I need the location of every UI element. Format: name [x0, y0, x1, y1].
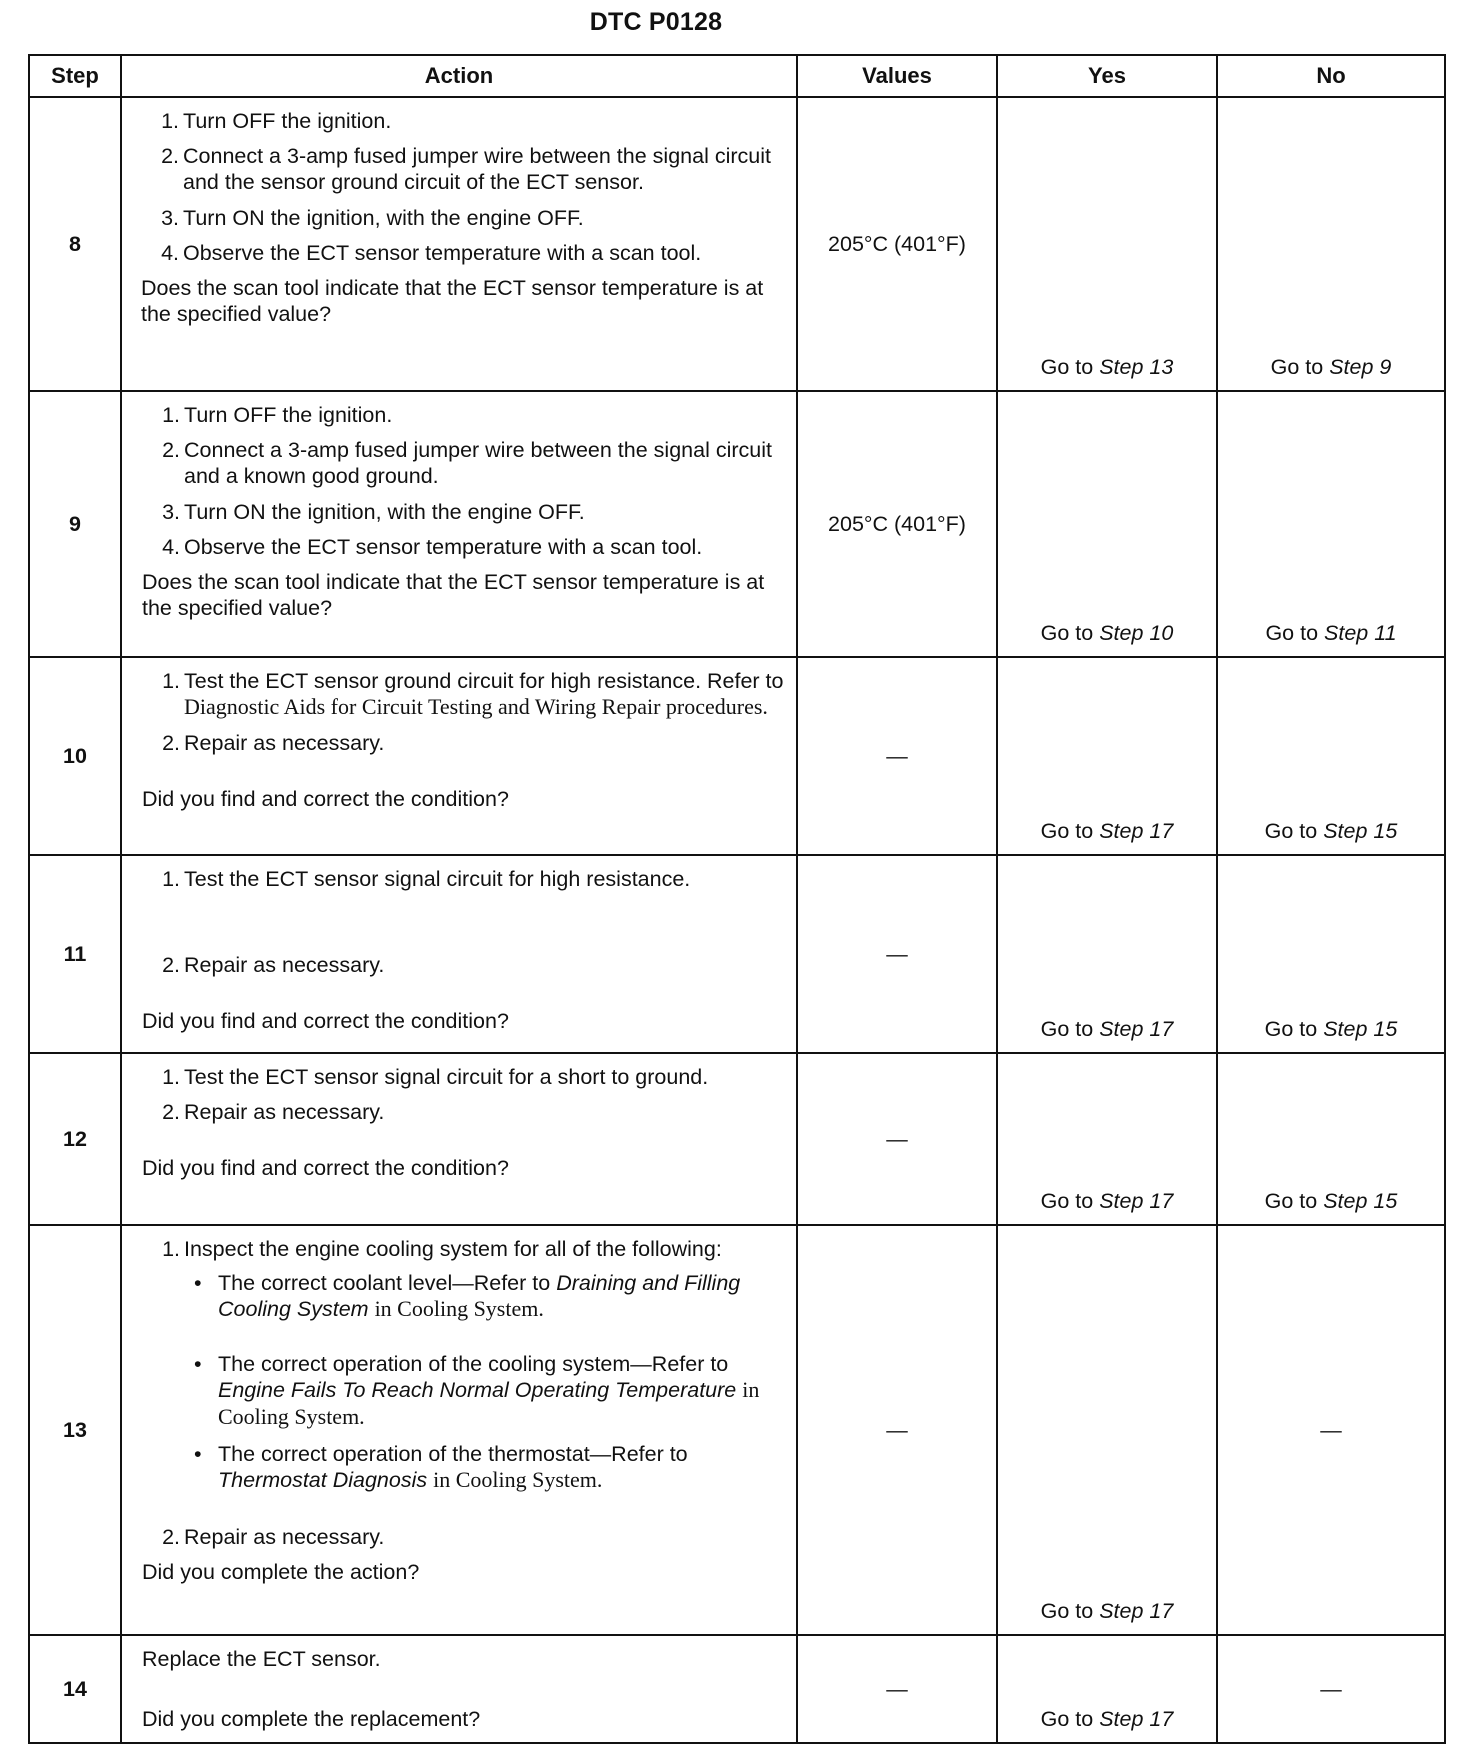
reference-link: Draining and Filling Cooling System	[218, 1271, 741, 1322]
question-text: Does the scan tool indicate that the ECT sensor temperature is at the specified value?	[142, 570, 765, 621]
list-item: 3. Turn ON the ignition, with the engine OFF.	[162, 499, 585, 524]
yes-cell: Go to Step 17	[997, 1635, 1217, 1743]
reference-link: Thermostat Diagnosis	[218, 1468, 428, 1493]
action-cell	[121, 391, 797, 657]
list-item: 1. Turn OFF the ignition.	[161, 109, 392, 133]
action-cell	[121, 855, 797, 1053]
action-cell	[121, 1225, 797, 1635]
table-row	[29, 657, 1445, 855]
yes-step-link: Step 17	[1099, 1016, 1174, 1041]
no-cell: Go to Step 15	[1217, 657, 1445, 855]
list-item: 2. Repair as necessary.	[162, 731, 385, 756]
list-item: 1. Test the ECT sensor signal circuit for high resistance.	[162, 867, 691, 891]
question-text: Did you find and correct the condition?	[142, 1009, 509, 1034]
step-number: 14	[29, 1635, 121, 1743]
question-text: Did you complete the replacement?	[142, 1707, 481, 1732]
list-item: 2. Repair as necessary.	[162, 1100, 385, 1125]
yes-cell: Go to Step 13	[997, 97, 1217, 391]
step-number: 9	[29, 391, 121, 657]
reference-text: Diagnostic Aids for Circuit Testing and Wiring Repair procedures.	[184, 694, 768, 720]
no-cell: —	[1217, 1225, 1445, 1635]
yes-step-link: Step 10	[1099, 620, 1174, 645]
yes-step-link: Step 17	[1099, 818, 1174, 843]
action-cell	[121, 97, 797, 391]
value-cell: —	[797, 1225, 997, 1635]
list-item: 1. Inspect the engine cooling system for all of the following: • The correct coolant level—Refer to Draining and Filling Cooling System in Cooling System. • The correct operation of the cooling system—Refer to Engine Fails To Reach Normal Operating Temperature in Cooling System. • The correct operation of the thermostat—Refer to Thermostat Diagnosis in Cooling System.	[150, 1236, 788, 1494]
list-item: 2. Connect a 3-amp fused jumper wire between the signal circuit and a known good ground.	[162, 438, 772, 489]
list-item: 3. Turn ON the ignition, with the engine OFF.	[161, 205, 584, 230]
list-item: 1. Test the ECT sensor ground circuit for high resistance. Refer to Diagnostic Aids for Circuit Testing and Wiring Repair procedures.	[162, 669, 784, 720]
no-cell: Go to Step 11	[1217, 391, 1445, 657]
no-step-link: Step 15	[1323, 1016, 1398, 1041]
value-cell: —	[797, 657, 997, 855]
question-text: Did you find and correct the condition?	[142, 787, 509, 812]
yes-step-link: Step 13	[1099, 354, 1174, 379]
yes-cell: Go to Step 10	[997, 391, 1217, 657]
step-number: 10	[29, 657, 121, 855]
table-row	[29, 391, 1445, 657]
no-cell: Go to Step 9	[1217, 97, 1445, 391]
step-number: 13	[29, 1225, 121, 1635]
list-item: • The correct coolant level—Refer to Draining and Filling Cooling System in Cooling System.	[194, 1271, 741, 1322]
header-step: Step	[29, 55, 121, 97]
action-cell	[121, 657, 797, 855]
table-row	[29, 97, 1445, 391]
question-text: Did you complete the action?	[142, 1560, 420, 1585]
value-cell: 205°C (401°F)	[797, 97, 997, 391]
table-row	[29, 855, 1445, 1053]
table-row	[29, 1635, 1445, 1743]
list-item: 1. Turn OFF the ignition.	[162, 403, 393, 427]
bullet-list	[184, 1270, 788, 1494]
value-cell: —	[797, 855, 997, 1053]
yes-step-link: Step 17	[1099, 1188, 1174, 1213]
no-step-link: Step 11	[1324, 620, 1397, 645]
question-text: Does the scan tool indicate that the ECT sensor temperature is at the specified value?	[141, 276, 764, 327]
no-step-link: Step 15	[1323, 1188, 1398, 1213]
yes-step-link: Step 17	[1099, 1706, 1174, 1731]
no-step-link: Step 15	[1323, 818, 1398, 843]
table-row	[29, 1225, 1445, 1635]
no-step-link: Step 9	[1329, 354, 1392, 379]
list-item: 4. Observe the ECT sensor temperature with a scan tool.	[161, 240, 702, 265]
diagnostic-table	[28, 54, 1446, 1744]
list-item: 4. Observe the ECT sensor temperature with a scan tool.	[162, 534, 703, 559]
table-row	[29, 1053, 1445, 1225]
page-title: DTC P0128	[589, 8, 723, 36]
list-item: 2. Repair as necessary.	[162, 1525, 385, 1550]
yes-cell: Go to Step 17	[997, 1225, 1217, 1635]
header-values: Values	[797, 55, 997, 97]
question-text: Did you find and correct the condition?	[142, 1156, 509, 1181]
table-header-row	[29, 55, 1445, 97]
value-cell: —	[797, 1053, 997, 1225]
header-action: Action	[121, 55, 797, 97]
no-cell: Go to Step 15	[1217, 855, 1445, 1053]
step-number: 8	[29, 97, 121, 391]
no-cell: —	[1217, 1635, 1445, 1743]
yes-step-link: Step 17	[1099, 1598, 1174, 1623]
action-cell	[121, 1053, 797, 1225]
step-number: 11	[29, 855, 121, 1053]
list-item: • The correct operation of the cooling system—Refer to Engine Fails To Reach Normal Operating Temperature in Cooling System.	[194, 1352, 760, 1430]
yes-cell: Go to Step 17	[997, 855, 1217, 1053]
list-item: • The correct operation of the thermostat—Refer to Thermostat Diagnosis in Cooling System.	[194, 1442, 688, 1493]
value-cell: —	[797, 1635, 997, 1743]
header-no: No	[1217, 55, 1445, 97]
action-cell	[121, 1635, 797, 1743]
no-cell: Go to Step 15	[1217, 1053, 1445, 1225]
yes-cell: Go to Step 17	[997, 657, 1217, 855]
yes-cell: Go to Step 17	[997, 1053, 1217, 1225]
header-yes: Yes	[997, 55, 1217, 97]
reference-link: Engine Fails To Reach Normal Operating Temperature	[218, 1378, 737, 1403]
list-item: 1. Test the ECT sensor signal circuit for a short to ground.	[162, 1065, 709, 1089]
value-cell: 205°C (401°F)	[797, 391, 997, 657]
list-item: 2. Connect a 3-amp fused jumper wire between the signal circuit and the sensor ground circuit of the ECT sensor.	[161, 144, 771, 195]
action-text: Replace the ECT sensor.	[142, 1647, 381, 1671]
list-item: 2. Repair as necessary.	[162, 953, 385, 978]
step-number: 12	[29, 1053, 121, 1225]
